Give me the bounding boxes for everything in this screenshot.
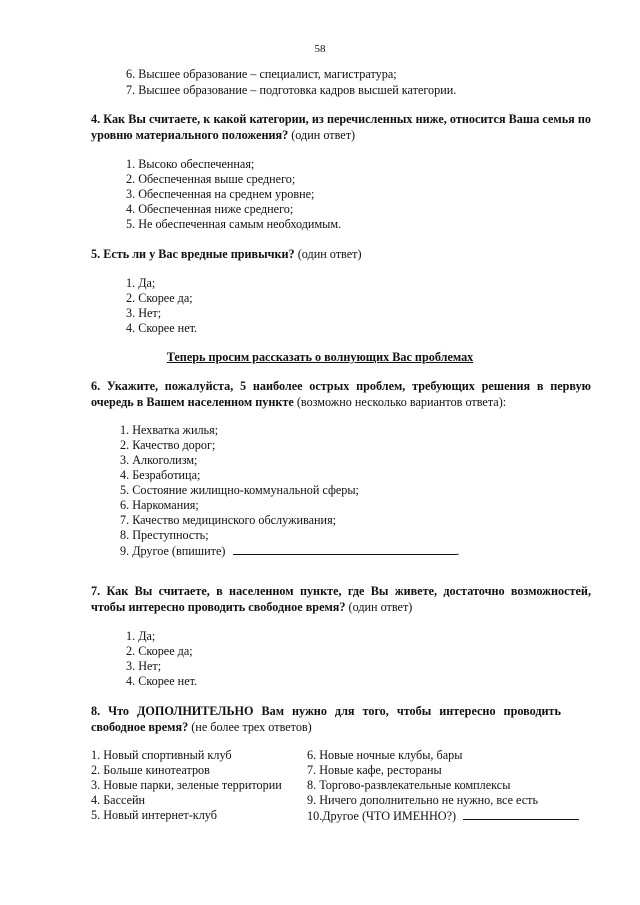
prev-option: 7. Высшее образование – подготовка кадров высшей категории. (126, 83, 457, 97)
page-number: 58 (314, 43, 326, 55)
question-8-other-label: 10.Другое (ЧТО ИМЕННО?) (307, 809, 457, 823)
question-5-option: 3. Нет; (126, 306, 162, 320)
question-8-option: 7. Новые кафе, рестораны (307, 763, 442, 777)
question-8-hint: (не более трех ответов) (191, 720, 312, 734)
question-8-title (91, 703, 561, 735)
question-8-text: 8. Что ДОПОЛНИТЕЛЬНО Вам нужно для того, чтобы интересно проводить свободное время? (91, 704, 561, 734)
question-6-hint: (возможно несколько вариантов ответа): (296, 395, 507, 409)
section-heading: Теперь просим рассказать о волнующих Вас проблемах (166, 350, 474, 364)
question-8-option: 5. Новый интернет-клуб (91, 808, 217, 822)
question-7-option: 3. Нет; (126, 659, 162, 673)
question-6-option: 4. Безработица; (120, 468, 201, 482)
question-8-option: 1. Новый спортивный клуб (91, 748, 232, 762)
question-8-other-blank[interactable] (463, 808, 579, 820)
question-8-option: 2. Больше кинотеатров (91, 763, 210, 777)
question-4-title (91, 111, 591, 143)
question-7-title (91, 583, 591, 615)
question-4-option: 3. Обеспеченная на среднем уровне; (126, 187, 315, 201)
question-4-option: 5. Не обеспеченная самым необходимым. (126, 217, 342, 231)
question-6-option: 1. Нехватка жилья; (120, 423, 219, 437)
question-4-option: 4. Обеспеченная ниже среднего; (126, 202, 294, 216)
question-5-option: 1. Да; (126, 276, 156, 290)
question-6-other-label: 9. Другое (впишите) (120, 544, 226, 558)
question-6-option: 6. Наркомания; (120, 498, 199, 512)
prev-option: 6. Высшее образование – специалист, магистратура; (126, 67, 397, 81)
question-7-option: 4. Скорее нет. (126, 674, 198, 688)
question-5-hint: (один ответ) (297, 247, 362, 261)
question-7-hint: (один ответ) (348, 600, 413, 614)
question-5-text: 5. Есть ли у Вас вредные привычки? (91, 247, 295, 261)
question-6-other-option (120, 543, 460, 559)
question-8-option: 9. Ничего дополнительно не нужно, все есть (307, 793, 539, 807)
question-6-option: 3. Алкоголизм; (120, 453, 198, 467)
question-4-text: 4. Как Вы считаете, к какой категории, из перечисленных ниже, относится Ваша семья по уровню материального положения? (91, 112, 591, 142)
question-6-option: 7. Качество медицинского обслуживания; (120, 513, 337, 527)
question-6-option: 2. Качество дорог; (120, 438, 216, 452)
question-5-title (91, 246, 591, 262)
question-6-title (91, 378, 591, 410)
question-8-option: 6. Новые ночные клубы, бары (307, 748, 463, 762)
question-8-option: 8. Торгово-развлекательные комплексы (307, 778, 511, 792)
question-7-text: 7. Как Вы считаете, в населенном пункте, где Вы живете, достаточно возможностей, чтобы интересно проводить свободное время? (91, 584, 591, 614)
question-6-other-blank[interactable] (233, 543, 457, 555)
question-6-text: 6. Укажите, пожалуйста, 5 наиболее острых проблем, требующих решения в первую очередь в Вашем населенном пункте (91, 379, 591, 409)
question-4-option: 2. Обеспеченная выше среднего; (126, 172, 296, 186)
question-6-option: 5. Состояние жилищно-коммунальной сферы; (120, 483, 359, 497)
question-8-option: 4. Бассейн (91, 793, 146, 807)
question-4-option: 1. Высоко обеспеченная; (126, 157, 255, 171)
question-6-option: 8. Преступность; (120, 528, 209, 542)
question-7-option: 2. Скорее да; (126, 644, 193, 658)
question-5-option: 2. Скорее да; (126, 291, 193, 305)
question-7-option: 1. Да; (126, 629, 156, 643)
question-5-option: 4. Скорее нет. (126, 321, 198, 335)
question-8-other-option (307, 808, 579, 824)
question-8-option: 3. Новые парки, зеленые территории (91, 778, 282, 792)
question-4-hint: (один ответ) (291, 128, 356, 142)
question-6-other-end: . (456, 544, 460, 558)
